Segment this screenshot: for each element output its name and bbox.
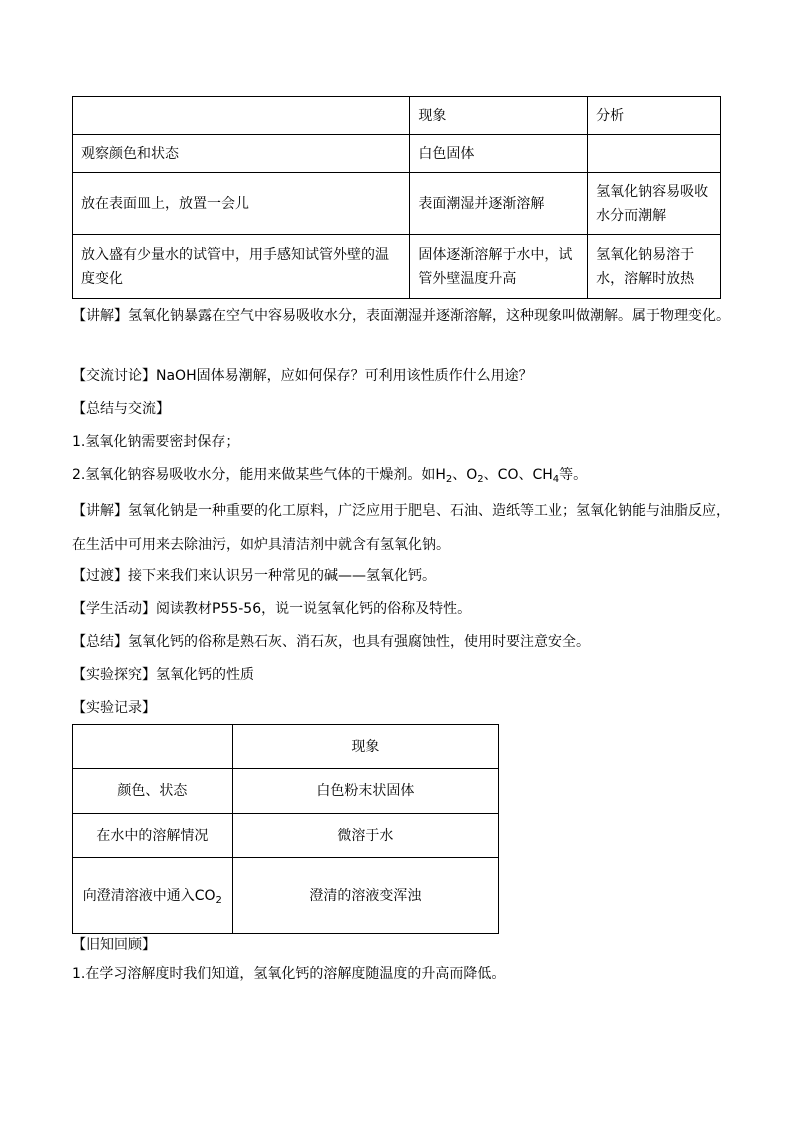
table-cell: 观察颜色和状态 xyxy=(73,135,410,173)
header-cell: 现象 xyxy=(410,97,588,135)
table-cell xyxy=(588,135,721,173)
header-cell xyxy=(73,97,410,135)
table-row xyxy=(73,814,499,858)
table-row xyxy=(73,135,721,173)
table-cell: 微溶于水 xyxy=(232,814,498,858)
paragraph: 【实验探究】氢氧化钙的性质 xyxy=(72,667,254,683)
paragraph: 【旧知回顾】 xyxy=(72,937,156,953)
header-cell xyxy=(73,725,233,769)
table-cell: 在水中的溶解情况 xyxy=(73,814,233,858)
header-cell: 现象 xyxy=(232,725,498,769)
table-cell: 颜色、状态 xyxy=(73,769,233,814)
table-header-row xyxy=(73,97,721,135)
table-cell: 白色固体 xyxy=(410,135,588,173)
table-cell: 固体逐渐溶解于水中，试管外壁温度升高 xyxy=(410,235,588,299)
table-cell: 放入盛有少量水的试管中，用手感知试管外壁的温度变化 xyxy=(73,235,410,299)
table-row xyxy=(73,769,499,814)
paragraph: 1.在学习溶解度时我们知道，氢氧化钙的溶解度随温度的升高而降低。 xyxy=(72,966,506,982)
table-cell: 氢氧化钠易溶于水，溶解时放热 xyxy=(588,235,721,299)
calcium-hydroxide-table xyxy=(72,724,499,934)
paragraph: 【交流讨论】NaOH固体易潮解，应如何保存？可利用该性质作什么用途？ xyxy=(72,368,533,384)
paragraph: 【总结与交流】 xyxy=(72,401,170,417)
paragraph-text: 2.氢氧化钠容易吸收水分，能用来做某些气体的干燥剂。如 xyxy=(72,467,436,483)
paragraph: 【讲解】氢氧化钠暴露在空气中容易吸收水分，表面潮湿并逐渐溶解，这种现象叫做潮解。属于物理变化。 xyxy=(72,308,730,324)
paragraph: 【实验记录】 xyxy=(72,700,156,716)
table-row xyxy=(73,173,721,235)
table-cell: 澄清的溶液变浑浊 xyxy=(232,858,498,934)
table-cell: 白色粉末状固体 xyxy=(232,769,498,814)
paragraph: 【学生活动】阅读教材P55-56，说一说氢氧化钙的俗称及特性。 xyxy=(72,601,472,617)
table-cell: 表面潮湿并逐渐溶解 xyxy=(410,173,588,235)
paragraph: 【过渡】接下来我们来认识另一种常见的碱——氢氧化钙。 xyxy=(72,568,436,584)
table-header-row xyxy=(73,725,499,769)
table-row xyxy=(73,858,499,934)
paragraph: 【讲解】氢氧化钠是一种重要的化工原料，广泛应用于肥皂、石油、造纸等工业；氢氧化钠能与油脂反应，在生活中可用来去除油污，如炉具清洁剂中就含有氢氧化钠。 xyxy=(72,503,730,553)
paragraph: 【总结】氢氧化钙的俗称是熟石灰、消石灰，也具有强腐蚀性，使用时要注意安全。 xyxy=(72,634,590,650)
table-cell: 氢氧化钠容易吸收水分而潮解 xyxy=(588,173,721,235)
paragraph: 2.氢氧化钠容易吸收水分，能用来做某些气体的干燥剂。如$H_2$、$O_2$、CO、$CH_4$等。 xyxy=(72,467,588,485)
table-row xyxy=(73,235,721,299)
header-cell: 分析 xyxy=(588,97,721,135)
sodium-hydroxide-table xyxy=(72,96,721,299)
table-cell: 放在表面皿上，放置一会儿 xyxy=(73,173,410,235)
table-cell: 向澄清溶液中通入$CO_2$ xyxy=(73,858,233,934)
paragraph: 1.氢氧化钠需要密封保存； xyxy=(72,434,240,450)
